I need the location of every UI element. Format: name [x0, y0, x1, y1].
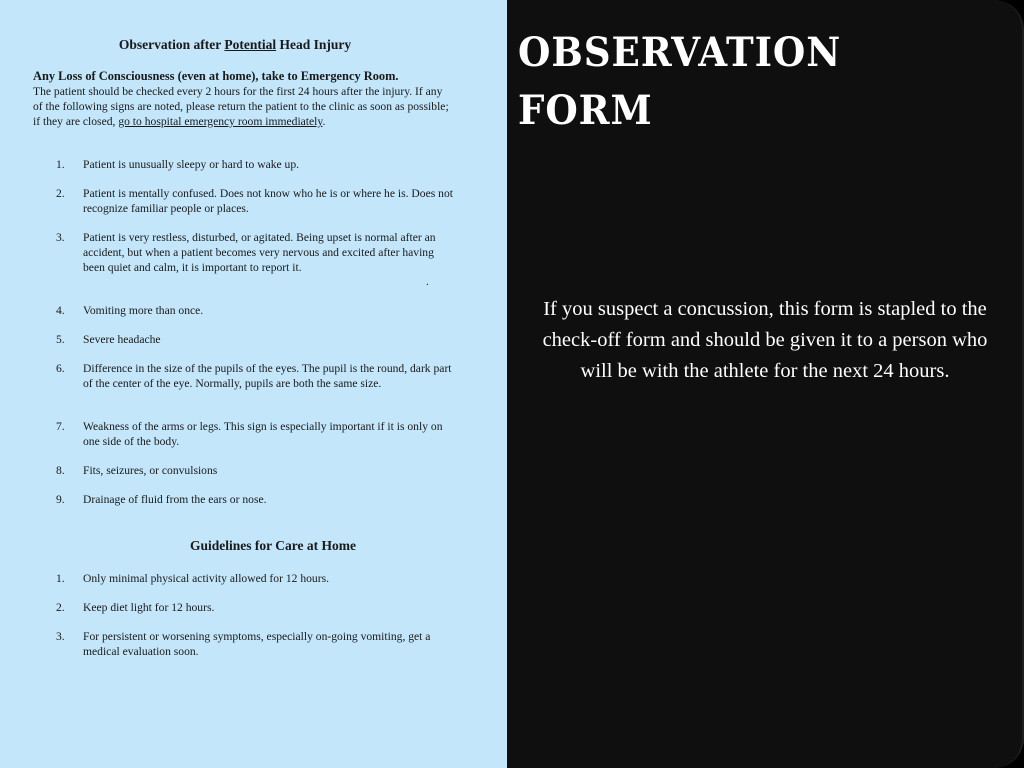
guideline-text: Keep diet light for 12 hours.: [83, 601, 215, 614]
sign-item: [56, 419, 456, 449]
scanned-observation-form: [0, 0, 507, 768]
guideline-number: 1.: [56, 572, 65, 585]
sign-text: Fits, seizures, or convulsions: [83, 464, 218, 477]
sign-number: 9.: [56, 493, 65, 506]
sign-number: 7.: [56, 420, 65, 433]
guideline-item: [56, 571, 456, 586]
sign-item: [56, 303, 456, 318]
form-title-underlined: Potential: [224, 37, 277, 52]
slide-title-line1: OBSERVATION: [518, 29, 842, 76]
form-title: [0, 37, 470, 53]
sign-item: [56, 157, 456, 172]
sign-item: [56, 361, 456, 391]
guideline-text: Only minimal physical activity allowed for 12 hours.: [83, 572, 329, 585]
sign-number: 3.: [56, 231, 65, 244]
sign-item: [56, 463, 456, 478]
slide-title-line2: FORM: [518, 87, 653, 134]
sign-text: Patient is very restless, disturbed, or agitated. Being upset is normal after an accident, but when a patient becomes very nervous and excited after having been quiet and calm, it is important to report it.: [83, 231, 436, 274]
sign-text: Vomiting more than once.: [83, 304, 204, 317]
sign-number: 6.: [56, 362, 65, 375]
sign-text: Difference in the size of the pupils of the eyes. The pupil is the round, dark part of the center of the eye. Normally, pupils are both the same size.: [83, 362, 452, 390]
stray-mark: .: [426, 276, 429, 288]
sign-text: Weakness of the arms or legs. This sign is especially important if it is only on one side of the body.: [83, 420, 443, 448]
slide-text-panel: [507, 0, 1024, 768]
form-intro: [33, 69, 453, 129]
sign-item: [56, 230, 456, 275]
slide-body-text: If you suspect a concussion, this form is stapled to the check-off form and should be given it to a person who will be with the athlete for the next 24 hours.: [542, 298, 988, 382]
guideline-item: [56, 600, 456, 615]
form-intro-text: The patient should be checked every 2 hours for the first 24 hours after the injury. If any of the following signs are noted, please return the patient to the clinic as soon as possible; if they are closed,: [33, 85, 449, 128]
sign-number: 8.: [56, 464, 65, 477]
sign-text: Patient is unusually sleepy or hard to wake up.: [83, 158, 300, 171]
sign-item: [56, 186, 456, 216]
sign-item: [56, 492, 456, 507]
form-title-post: Head Injury: [276, 37, 352, 52]
guideline-number: 2.: [56, 601, 65, 614]
sign-number: 1.: [56, 158, 65, 171]
guideline-text: For persistent or worsening symptoms, especially on-going vomiting, get a medical evaluation soon.: [83, 630, 431, 658]
guideline-number: 3.: [56, 630, 65, 643]
sign-number: 2.: [56, 187, 65, 200]
sign-number: 5.: [56, 333, 65, 346]
form-title-pre: Observation after: [118, 37, 225, 52]
sign-item: [56, 332, 456, 347]
form-intro-warning: Any Loss of Consciousness (even at home), take to Emergency Room.: [33, 69, 399, 83]
slide-title: [518, 24, 964, 140]
guidelines-title: Guidelines for Care at Home: [190, 538, 356, 553]
form-intro-end: .: [322, 115, 326, 128]
sign-number: 4.: [56, 304, 65, 317]
sign-text: Drainage of fluid from the ears or nose.: [83, 493, 267, 506]
sign-text: Patient is mentally confused. Does not know who he is or where he is. Does not recognize familiar people or places.: [83, 187, 453, 215]
form-intro-underlined: go to hospital emergency room immediately: [118, 115, 323, 128]
sign-text: Severe headache: [83, 333, 161, 346]
guideline-item: [56, 629, 456, 659]
